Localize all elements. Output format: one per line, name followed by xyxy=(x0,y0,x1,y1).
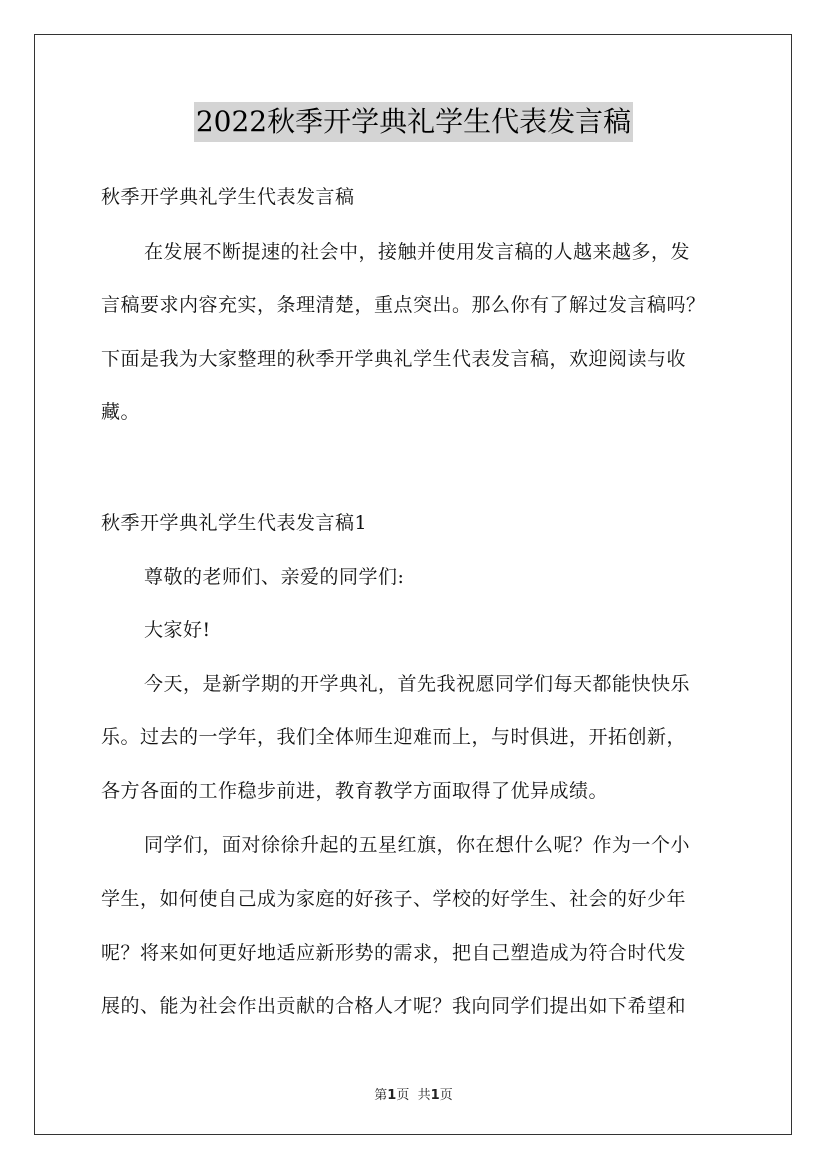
footer-total-number: 1 xyxy=(430,1088,440,1103)
page-footer xyxy=(0,1084,827,1103)
paragraph-line: 乐。过去的一学年，我们全体师生迎难而上，与时俱进，开拓创新， xyxy=(101,726,687,748)
paragraph-line: 学生，如何使自己成为家庭的好孩子、学校的好学生、社会的好少年 xyxy=(101,888,687,910)
paragraph-line: 呢？将来如何更好地适应新形势的需求，把自己塑造成为符合时代发 xyxy=(101,942,687,964)
footer-total-suffix: 页 xyxy=(439,1088,453,1103)
intro-line: 藏。 xyxy=(101,401,141,423)
document-title: 2022秋季开学典礼学生代表发言稿 xyxy=(194,102,633,142)
title-container xyxy=(0,102,827,142)
paragraph-line: 今天，是新学期的开学典礼，首先我祝愿同学们每天都能快快乐 xyxy=(144,673,691,695)
paragraph-line: 展的、能为社会作出贡献的合格人才呢？我向同学们提出如下希望和 xyxy=(101,995,687,1017)
intro-line: 在发展不断提速的社会中，接触并使用发言稿的人越来越多，发 xyxy=(144,241,691,263)
footer-page-prefix: 第 xyxy=(374,1088,388,1103)
footer-total-prefix: 共 xyxy=(417,1088,431,1103)
subtitle: 秋季开学典礼学生代表发言稿 xyxy=(101,186,355,208)
hello: 大家好! xyxy=(144,619,211,641)
footer-page-number: 1 xyxy=(387,1088,397,1103)
paragraph-line: 同学们，面对徐徐升起的五星红旗，你在想什么呢？作为一个小 xyxy=(144,834,691,856)
paragraph-line: 各方各面的工作稳步前进，教育教学方面取得了优异成绩。 xyxy=(101,780,609,802)
section-heading: 秋季开学典礼学生代表发言稿1 xyxy=(101,512,368,534)
footer-page-suffix: 页 xyxy=(396,1088,410,1103)
intro-line: 言稿要求内容充实，条理清楚，重点突出。那么你有了解过发言稿吗？ xyxy=(101,294,706,316)
intro-line: 下面是我为大家整理的秋季开学典礼学生代表发言稿，欢迎阅读与收 xyxy=(101,348,687,370)
greeting: 尊敬的老师们、亲爱的同学们: xyxy=(144,566,405,588)
